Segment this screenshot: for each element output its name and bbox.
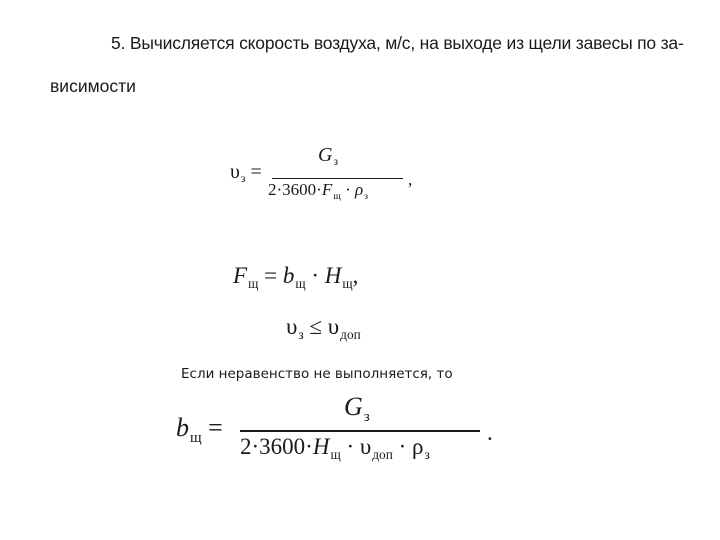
formula4-numerator	[344, 392, 370, 425]
formula4-den-rho: ρ	[412, 434, 424, 459]
formula4-den-coef: 2·3600·	[240, 434, 313, 459]
formula3-v-sub: з	[298, 327, 304, 343]
formula4-den-v: υ	[359, 434, 372, 459]
formula2	[233, 263, 359, 292]
formula4-eq: =	[201, 413, 223, 442]
formula1-v: υ	[230, 161, 240, 183]
formula2-b: b	[282, 263, 295, 288]
paragraph-line-1: 5. Вычисляется скорость воздуха, м/с, на выходе из щели завесы по за-	[111, 33, 684, 53]
formula4-den-dot1: ·	[340, 434, 360, 459]
formula3-inequality	[286, 314, 361, 343]
formula4-num-sub: з	[363, 408, 370, 425]
formula4-period: .	[487, 420, 493, 445]
formula4-fraction-bar	[240, 430, 480, 432]
formula2-eq: =	[258, 263, 283, 288]
formula1-den-coef: 2·3600·	[268, 180, 322, 199]
formula4-den-dot2: ·	[392, 434, 413, 459]
condition-note: Если неравенство не выполняется, то	[181, 366, 453, 382]
formula1-lhs	[230, 161, 262, 184]
formula2-dot: ·	[305, 263, 325, 288]
formula4-num-G: G	[344, 392, 363, 421]
formula2-F-sub: щ	[248, 276, 259, 292]
formula1-numerator	[318, 144, 338, 167]
formula4-denominator	[240, 434, 430, 463]
formula1-den-rho-sub: з	[364, 190, 369, 202]
formula4-b-sub: щ	[190, 429, 202, 446]
formula3-v2: υ	[327, 314, 340, 339]
formula2-H-sub: щ	[342, 276, 353, 292]
formula3-v: υ	[286, 314, 298, 339]
formula4-den-H: H	[312, 434, 330, 459]
formula2-F: F	[233, 263, 248, 288]
formula1-den-F-sub: щ	[333, 190, 341, 202]
formula4-den-H-sub: щ	[330, 447, 341, 463]
formula4-den-v-sub: доп	[372, 447, 393, 463]
formula4-b: b	[176, 413, 189, 442]
formula1-comma: ,	[408, 170, 413, 189]
formula1-den-dot: ·	[340, 180, 355, 199]
formula3-leq: ≤	[303, 314, 328, 339]
formula1-denominator	[268, 180, 368, 200]
formula1-v-sub: з	[240, 172, 246, 186]
formula1-num-sub: з	[333, 155, 339, 169]
formula2-b-sub: щ	[295, 276, 306, 292]
formula3-v2-sub: доп	[340, 327, 361, 343]
formula2-comma: ,	[352, 263, 359, 288]
formula2-H: H	[324, 263, 342, 288]
formula4-den-rho-sub: з	[424, 447, 430, 463]
formula1-den-rho: ρ	[354, 180, 364, 199]
formula4-lhs	[176, 413, 223, 446]
paragraph-line-2: висимости	[50, 76, 136, 96]
formula1-den-F: F	[321, 180, 333, 199]
formula1-num-symbol: G	[318, 144, 333, 166]
formula1-eq: =	[245, 161, 262, 183]
